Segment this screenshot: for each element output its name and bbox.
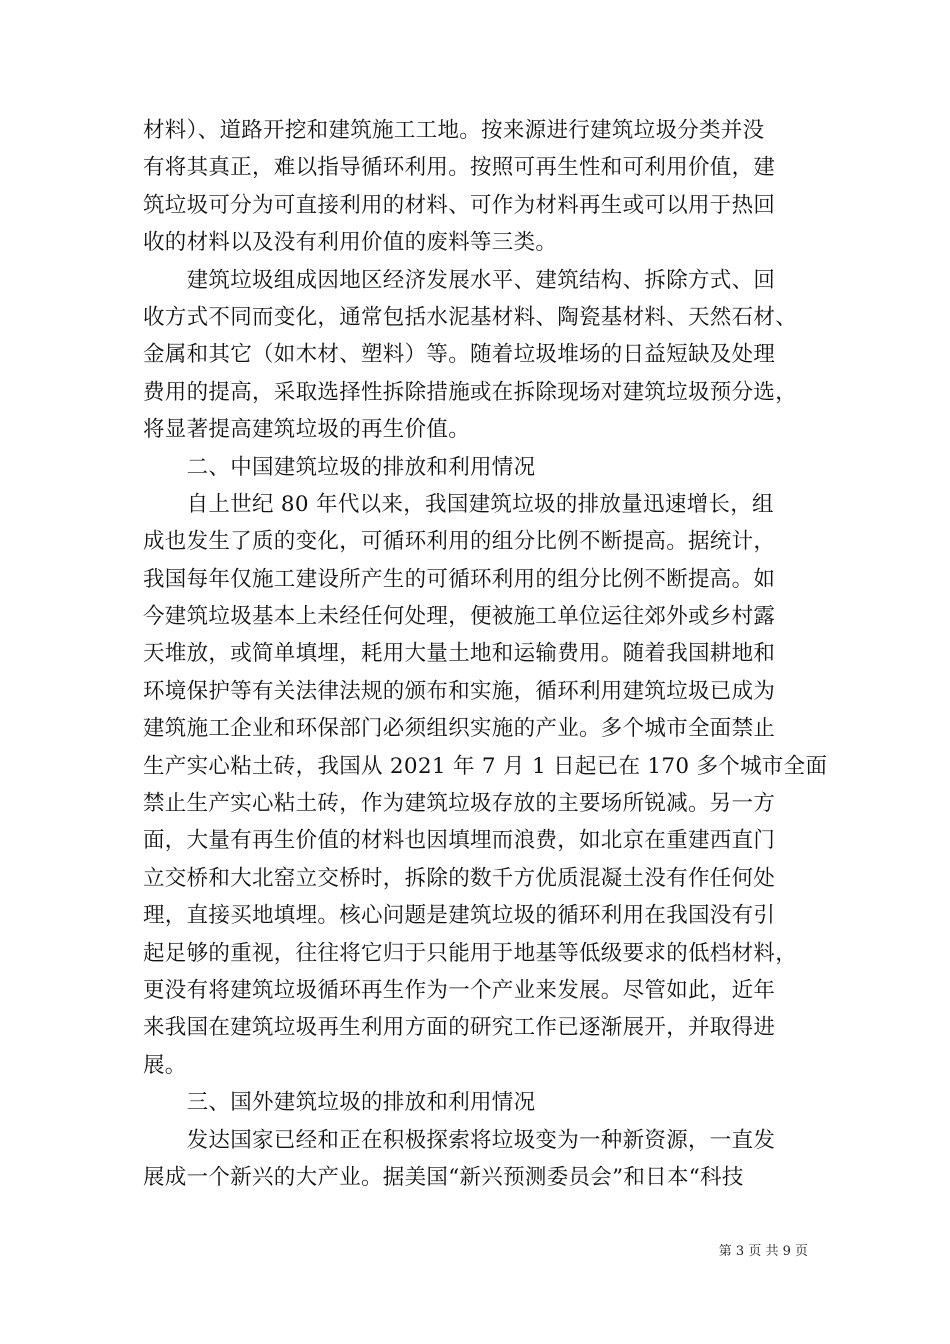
text-line: 环境保护等有关法律法规的颁布和实施，循环利用建筑垃圾已成为 <box>143 678 776 704</box>
paragraph <box>143 112 821 262</box>
text-line: 来我国在建筑垃圾再生利用方面的研究工作已逐渐展开，并取得进 <box>143 1015 776 1041</box>
text-line: 立交桥和大北窑立交桥时，拆除的数千方优质混凝土没有作任何处 <box>143 865 776 891</box>
paragraph <box>143 262 821 449</box>
text-line: 筑垃圾可分为可直接利用的材料、可作为材料再生或可以用于热回 <box>143 192 776 218</box>
text-line: 材料）、道路开挖和建筑施工工地。按来源进行建筑垃圾分类并没 <box>143 118 765 143</box>
section-heading: 三、国外建筑垃圾的排放和利用情况 <box>143 1090 536 1116</box>
text-line: 发达国家已经和正在积极探索将垃圾变为一种新资源，一直发 <box>143 1127 776 1153</box>
text-line: 金属和其它（如木材、塑料）等。随着垃圾堆场的日益短缺及处理 <box>143 342 776 368</box>
text-line: 自上世纪 80 年代以来，我国建筑垃圾的排放量迅速增长，组 <box>143 491 774 517</box>
paragraph <box>143 486 828 1084</box>
text-line: 有将其真正，难以指导循环利用。按照可再生性和可利用价值，建 <box>143 155 776 181</box>
document-body <box>143 112 828 1196</box>
text-line: 天堆放，或简单填埋，耗用大量土地和运输费用。随着我国耕地和 <box>143 641 776 667</box>
page-indicator: 第 3 页 共 9 页 <box>718 1244 808 1259</box>
text-line: 收方式不同而变化，通常包括水泥基材料、陶瓷基材料、天然石材、 <box>143 304 798 330</box>
text-line: 起足够的重视，往往将它归于只能用于地基等低级要求的低档材料， <box>143 940 798 966</box>
text-line: 展。 <box>143 1052 187 1078</box>
text-line: 今建筑垃圾基本上未经任何处理，便被施工单位运往郊外或乡村露 <box>143 604 776 630</box>
text-line: 理，直接买地填埋。核心问题是建筑垃圾的循环利用在我国没有引 <box>143 903 776 929</box>
text-line: 将显著提高建筑垃圾的再生价值。 <box>143 417 471 443</box>
text-line: 收的材料以及没有利用价值的废料等三类。 <box>143 230 558 256</box>
text-line: 建筑施工企业和环保部门必须组织实施的产业。多个城市全面禁止 <box>143 716 776 742</box>
paragraph <box>143 1122 821 1197</box>
text-line: 我国每年仅施工建设所产生的可循环利用的组分比例不断提高。如 <box>143 566 776 592</box>
text-line: 展成一个新兴的大产业。据美国“新兴预测委员会”和日本“科技 <box>143 1164 744 1190</box>
section-heading: 二、中国建筑垃圾的排放和利用情况 <box>143 454 536 480</box>
text-line: 更没有将建筑垃圾循环再生作为一个产业来发展。尽管如此，近年 <box>143 977 776 1003</box>
text-line: 成也发生了质的变化，可循环利用的组分比例不断提高。据统计， <box>143 529 776 555</box>
text-line: 面，大量有再生价值的材料也因填埋而浪费，如北京在重建西直门 <box>143 828 776 854</box>
text-line: 费用的提高，采取选择性拆除措施或在拆除现场对建筑垃圾预分选， <box>143 379 798 405</box>
text-line: 建筑垃圾组成因地区经济发展水平、建筑结构、拆除方式、回 <box>143 267 776 293</box>
text-line: 禁止生产实心粘土砖，作为建筑垃圾存放的主要场所锐减。另一方 <box>143 791 776 817</box>
text-line: 生产实心粘土砖，我国从 2021 年 7 月 1 日起已在 170 多个城市全面 <box>143 753 828 779</box>
